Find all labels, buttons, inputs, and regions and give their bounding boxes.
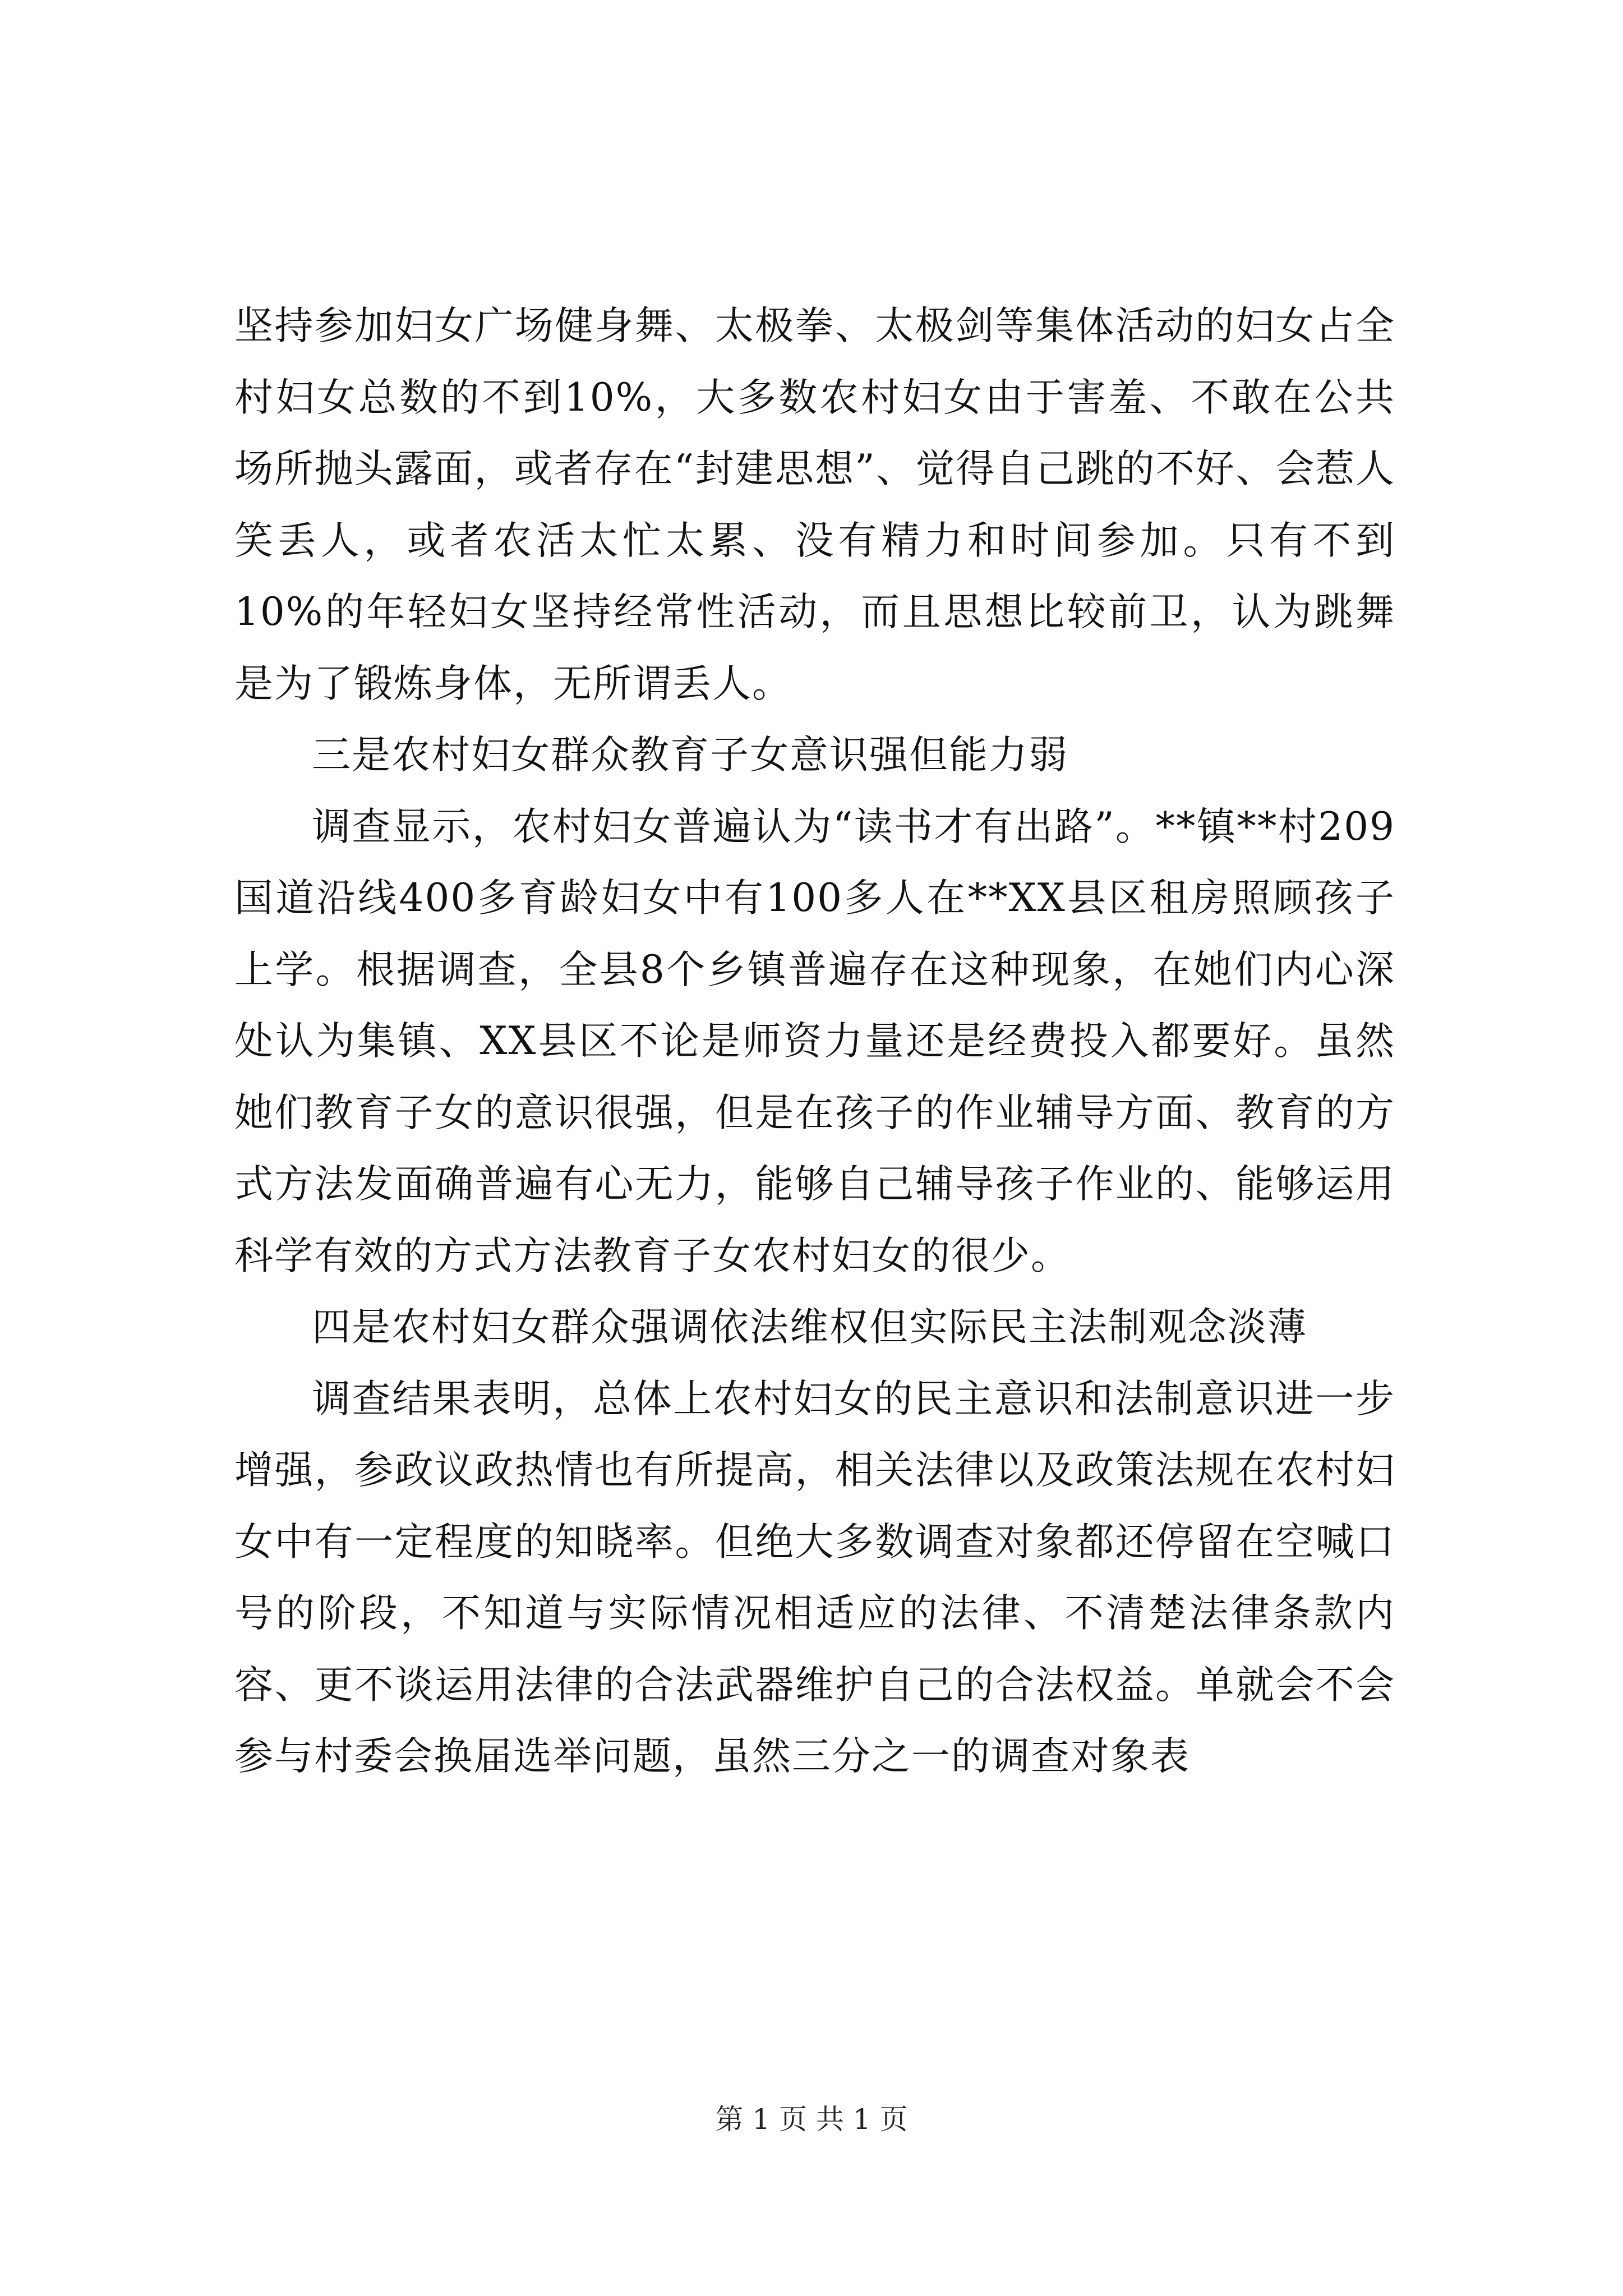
page-footer (0, 2102, 1623, 2136)
document-body (234, 291, 1395, 1793)
page-number-label: 第 1 页 共 1 页 (715, 2103, 908, 2136)
paragraph-child-education: 调查显示，农村妇女普遍认为“读书才有出路”。**镇**村209国道沿线400多育龄妇女中有100多人在**XX县区租房照顾孩子上学。根据调查，全县8个乡镇普遍存在这种现象，在她们内心深处认为集镇、XX县区不论是师资力量还是经费投入都要好。虽然她们教育子女的意识很强，但是在孩子的作业辅导方面、教育的方式方法发面确普遍有心无力，能够自己辅导孩子作业的、能够运用科学有效的方式方法教育子女农村妇女的很少。 (234, 804, 1395, 1278)
heading-point-three: 三是农村妇女群众教育子女意识强但能力弱 (312, 733, 1068, 777)
paragraph-legal-awareness: 调查结果表明，总体上农村妇女的民主意识和法制意识进一步增强，参政议政热情也有所提高，相关法律以及政策法规在农村妇女中有一定程度的知晓率。但绝大多数调查对象都还停留在空喊口号的阶段，不知道与实际情况相适应的法律、不清楚法律条款内容、更不谈运用法律的合法武器维护自己的合法权益。单就会不会参与村委会换届选举问题，虽然三分之一的调查对象表 (234, 1376, 1395, 1779)
heading-point-four: 四是农村妇女群众强调依法维权但实际民主法制观念淡薄 (312, 1305, 1307, 1350)
paragraph-women-activities: 坚持参加妇女广场健身舞、太极拳、太极剑等集体活动的妇女占全村妇女总数的不到10%，大多数农村妇女由于害羞、不敢在公共场所抛头露面，或者存在“封建思想”、觉得自己跳的不好、会惹人笑丢人，或者农活太忙太累、没有精力和时间参加。只有不到10%的年轻妇女坚持经常性活动，而且思想比较前卫，认为跳舞是为了锻炼身体，无所谓丢人。 (234, 303, 1395, 706)
